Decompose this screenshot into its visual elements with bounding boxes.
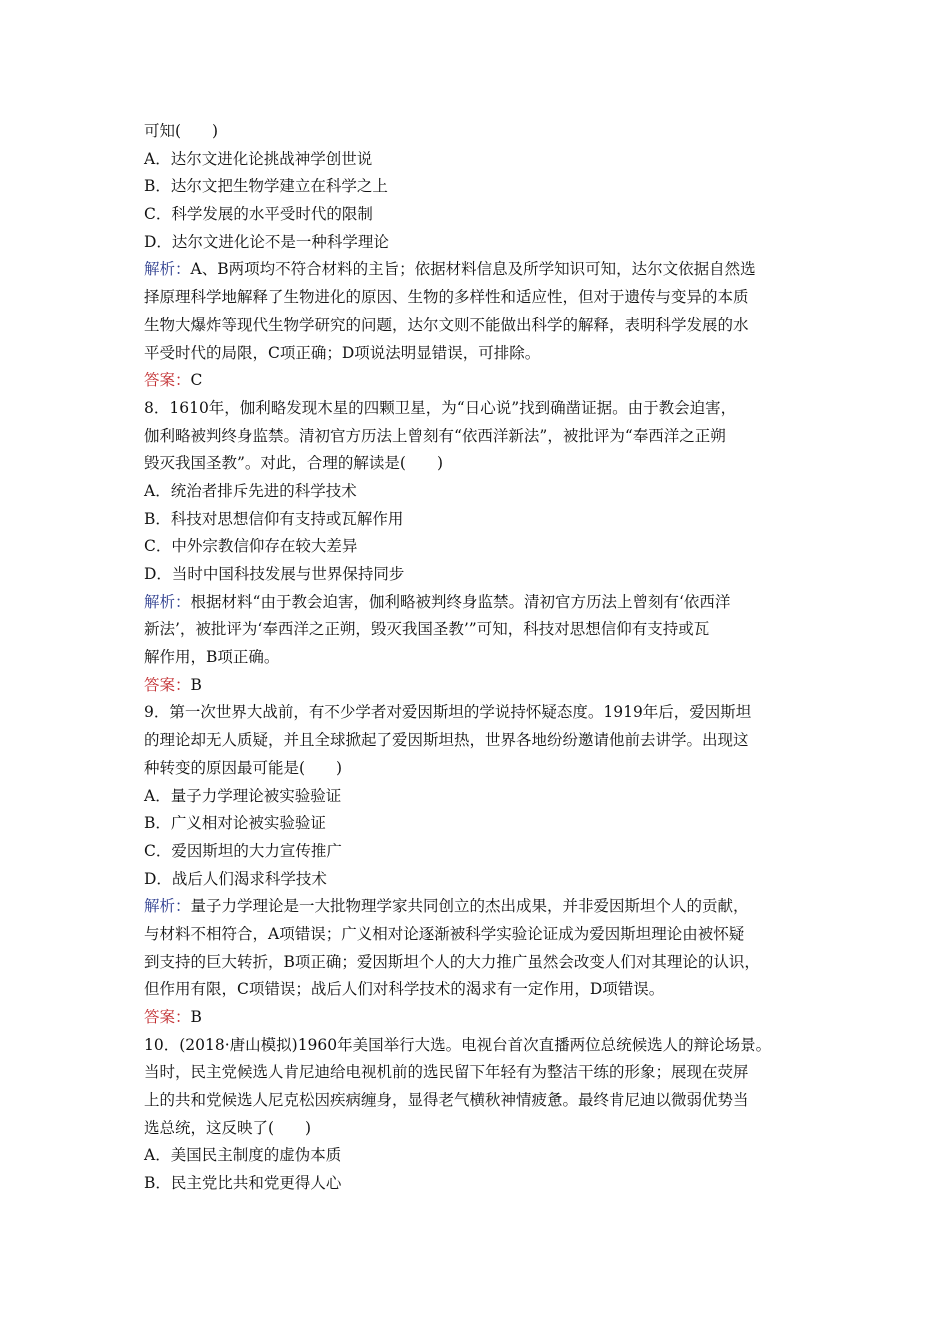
question-9: [144, 699, 824, 1031]
analysis-line: 解作用，B项正确。: [144, 648, 280, 667]
answer-line: [144, 367, 824, 395]
option-a: A．统治者排斥先进的科学技术: [144, 481, 357, 500]
option-c: C．爱因斯坦的大力宣传推广: [144, 841, 342, 860]
question-stem-line: 上的共和党候选人尼克松因疾病缠身，显得老气横秋神情疲惫。最终肯尼迪以微弱优势当: [144, 1091, 749, 1110]
analysis-label: 解析：: [144, 260, 191, 279]
analysis-line: 生物大爆炸等现代生物学研究的问题，达尔文则不能做出科学的解释，表明科学发展的水: [144, 315, 749, 334]
question-8: [144, 395, 824, 700]
analysis-text: 根据材料“由于教会迫害，伽利略被判终身监禁。清初官方历法上曾刻有‘依西洋: [190, 592, 731, 611]
analysis-line: [144, 256, 824, 284]
answer-value: B: [190, 675, 202, 694]
question-stem-line: 的理论却无人质疑，并且全球掀起了爱因斯坦热，世界各地纷纷邀请他前去讲学。出现这: [144, 731, 749, 750]
option-d: D．达尔文进化论不是一种科学理论: [144, 232, 389, 251]
analysis-line: 择原理科学地解释了生物进化的原因、生物的多样性和适应性，但对于遗传与变异的本质: [144, 288, 749, 307]
question-stem-line: 9．第一次世界大战前，有不少学者对爱因斯坦的学说持怀疑态度。1919年后，爱因斯坦: [144, 703, 752, 722]
analysis-line: [144, 893, 824, 921]
answer-value: B: [190, 1008, 202, 1026]
analysis-line: 平受时代的局限，C项正确；D项说法明显错误，可排除。: [144, 343, 541, 362]
question-stem-line: 10．(2018·唐山模拟)1960年美国举行大选。电视台首次直播两位总统候选人的辩论场景。: [144, 1035, 772, 1054]
question-7: [144, 118, 824, 395]
answer-value: C: [190, 371, 203, 390]
analysis-line: 与材料不相符合，A项错误；广义相对论逐渐被科学实验论证成为爱因斯坦理论由被怀疑: [144, 924, 745, 943]
question-stem-line: 伽利略被判终身监禁。清初官方历法上曾刻有“依西洋新法”，被批评为“奉西洋之正朔: [144, 426, 726, 445]
answer-line: [144, 672, 824, 700]
analysis-line: 新法’，被批评为‘奉西洋之正朔，毁灭我国圣教’”可知，科技对思想信仰有支持或瓦: [144, 620, 710, 639]
page-content: [144, 118, 824, 1198]
question-stem-line: 可知( ): [144, 122, 219, 140]
question-stem-line: 当时，民主党候选人肯尼迪给电视机前的选民留下年轻有为整洁干练的形象；展现在荧屏: [144, 1063, 749, 1082]
question-10: [144, 1032, 824, 1198]
option-d: D．当时中国科技发展与世界保持同步: [144, 565, 405, 583]
answer-line: [144, 1004, 824, 1032]
answer-label: 答案：: [144, 1008, 191, 1026]
option-d: D．战后人们渴求科学技术: [144, 869, 327, 888]
analysis-text: 量子力学理论是一大批物理学家共同创立的杰出成果，并非爱因斯坦个人的贡献，: [190, 897, 749, 916]
question-stem-line: 毁灭我国圣教”。对此，合理的解读是( ): [144, 454, 444, 473]
analysis-line: [144, 589, 824, 617]
analysis-line: 到支持的巨大转折，B项正确；爱因斯坦个人的大力推广虽然会改变人们对其理论的认识，: [144, 952, 760, 971]
option-c: C．科学发展的水平受时代的限制: [144, 205, 373, 224]
question-stem-line: 选总统，这反映了( ): [144, 1118, 312, 1137]
analysis-line: 但作用有限，C项错误；战后人们对科学技术的渴求有一定作用，D项错误。: [144, 980, 665, 999]
option-b: B．科技对思想信仰有支持或瓦解作用: [144, 509, 404, 528]
answer-label: 答案：: [144, 675, 191, 694]
question-stem-line: 8．1610年，伽利略发现木星的四颗卫星，为“日心说”找到确凿证据。由于教会迫害，: [144, 398, 737, 417]
answer-label: 答案：: [144, 371, 191, 390]
analysis-label: 解析：: [144, 897, 191, 916]
analysis-label: 解析：: [144, 592, 191, 611]
option-a: A．达尔文进化论挑战神学创世说: [144, 149, 373, 168]
option-c: C．中外宗教信仰存在较大差异: [144, 537, 358, 556]
question-stem-line: 种转变的原因最可能是( ): [144, 758, 343, 777]
option-b: B．广义相对论被实验验证: [144, 814, 326, 833]
option-a: A．量子力学理论被实验验证: [144, 786, 342, 805]
analysis-text: A、B两项均不符合材料的主旨；依据材料信息及所学知识可知，达尔文依据自然选: [190, 260, 756, 279]
option-b: B．达尔文把生物学建立在科学之上: [144, 177, 388, 196]
option-a: A．美国民主制度的虚伪本质: [144, 1146, 342, 1165]
option-b: B．民主党比共和党更得人心: [144, 1174, 342, 1193]
